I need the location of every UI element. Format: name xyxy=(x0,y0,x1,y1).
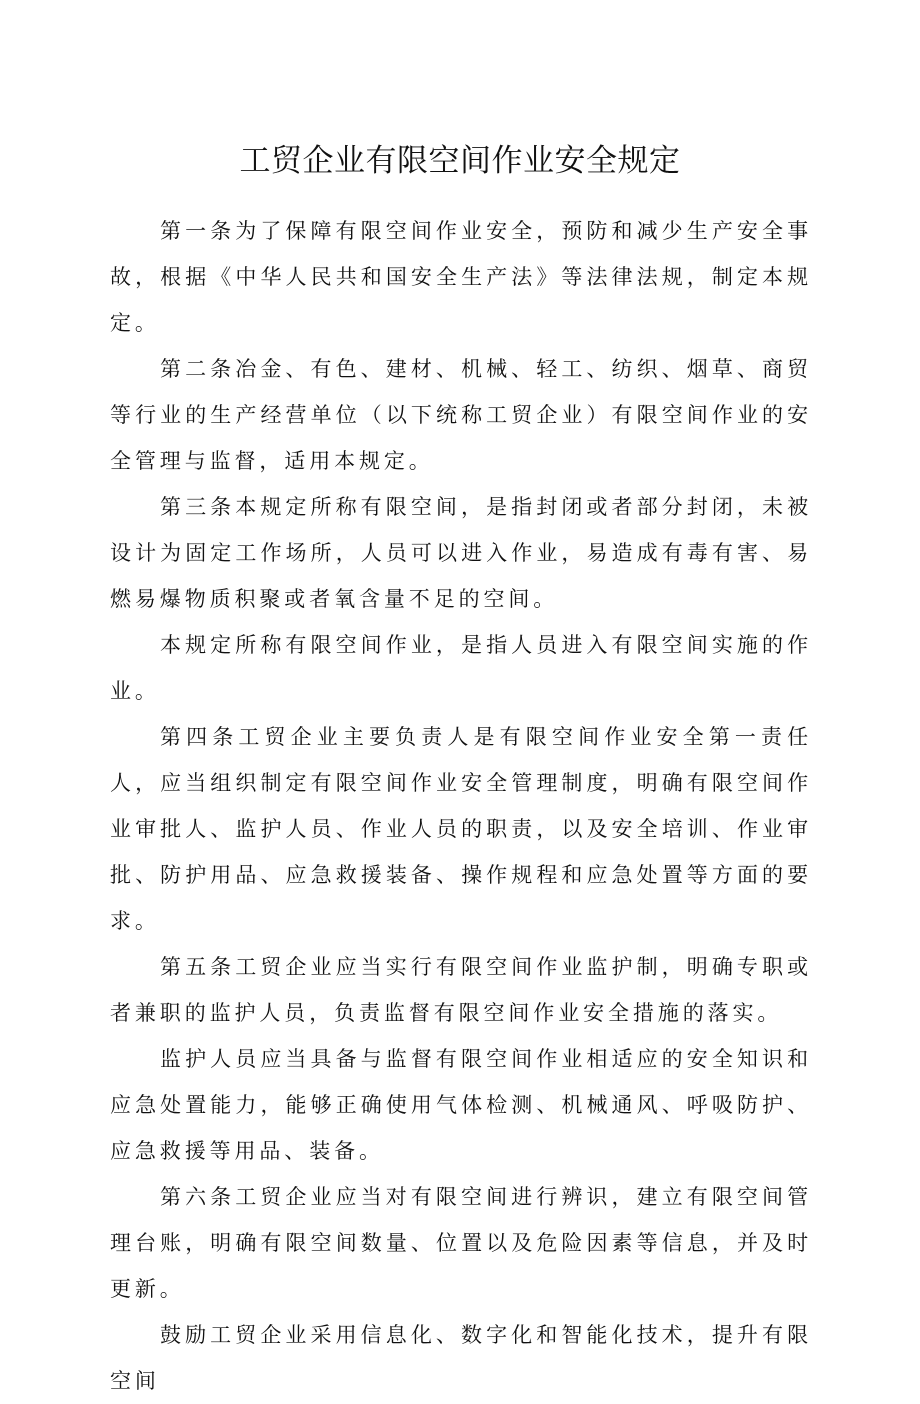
article-3-paragraph: 第三条本规定所称有限空间，是指封闭或者部分封闭，未被设计为固定工作场所，人员可以进入作业，易造成有毒有害、易燃易爆物质积聚或者氧含量不足的空间。 xyxy=(110,495,812,611)
article-2-paragraph: 第二条冶金、有色、建材、机械、轻工、纺织、烟草、商贸等行业的生产经营单位（以下统称工贸企业）有限空间作业的安全管理与监督，适用本规定。 xyxy=(110,357,812,473)
article-5-paragraph: 第五条工贸企业应当实行有限空间作业监护制，明确专职或者兼职的监护人员，负责监督有限空间作业安全措施的落实。 xyxy=(110,955,812,1025)
article-6-encourage-paragraph: 鼓励工贸企业采用信息化、数字化和智能化技术，提升有限空间 xyxy=(110,1323,812,1393)
document-title: 工贸企业有限空间作业安全规定 xyxy=(239,143,681,179)
article-5-guardian-paragraph: 监护人员应当具备与监督有限空间作业相适应的安全知识和应急处置能力，能够正确使用气体检测、机械通风、呼吸防护、应急救援等用品、装备。 xyxy=(110,1047,812,1163)
article-1-paragraph: 第一条为了保障有限空间作业安全，预防和减少生产安全事故，根据《中华人民共和国安全生产法》等法律法规，制定本规定。 xyxy=(110,219,812,335)
document-body xyxy=(110,208,812,1404)
article-3-definition-paragraph: 本规定所称有限空间作业，是指人员进入有限空间实施的作业。 xyxy=(110,633,812,703)
article-4-paragraph: 第四条工贸企业主要负责人是有限空间作业安全第一责任人，应当组织制定有限空间作业安全管理制度，明确有限空间作业审批人、监护人员、作业人员的职责，以及安全培训、作业审批、防护用品、应急救援装备、操作规程和应急处置等方面的要求。 xyxy=(110,725,812,933)
article-6-paragraph: 第六条工贸企业应当对有限空间进行辨识，建立有限空间管理台账，明确有限空间数量、位置以及危险因素等信息，并及时更新。 xyxy=(110,1185,812,1301)
